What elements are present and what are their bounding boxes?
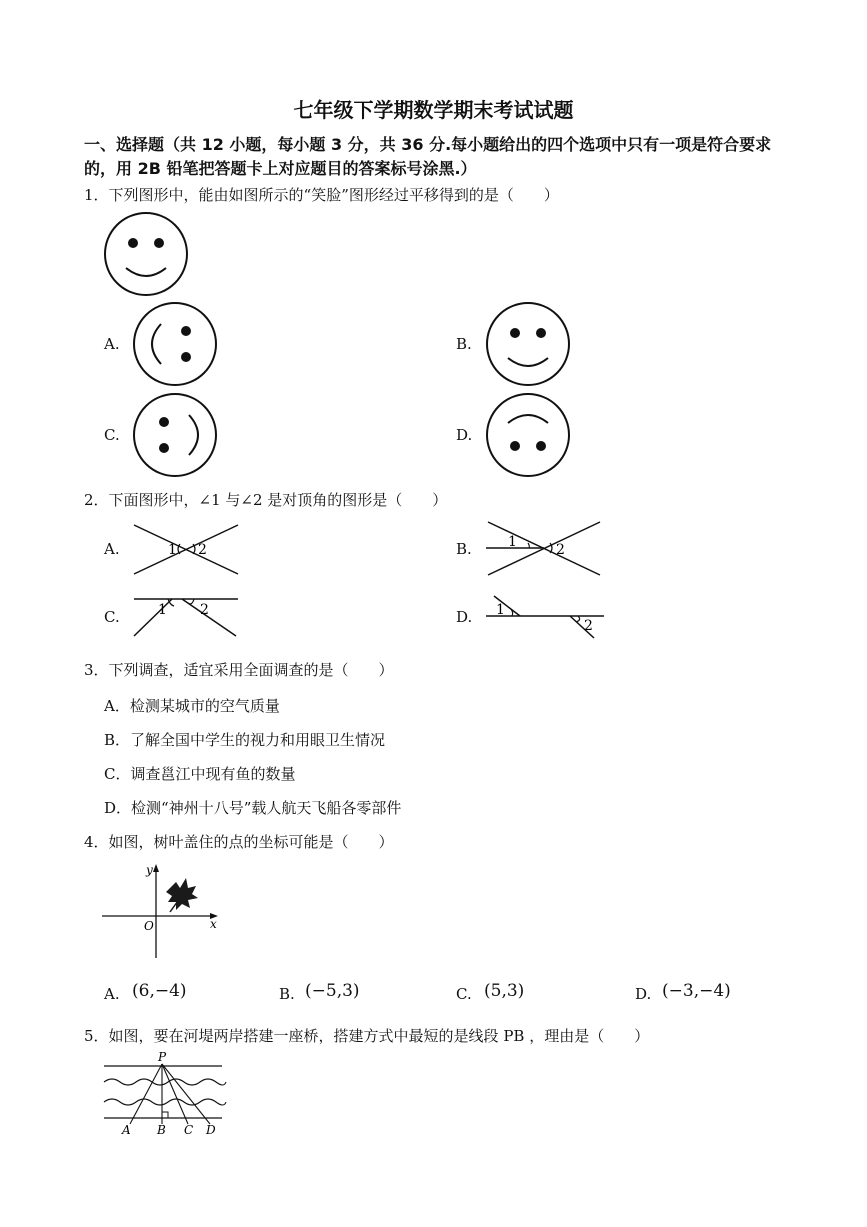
q1-option-c-label[interactable]: C. [104,426,120,444]
question-3-stem: 3．下列调查，适宜采用全面调查的是（ ） [84,661,394,679]
point-p-label: P [158,1050,167,1064]
q3-choice-a[interactable]: A．检测某城市的空气质量 [104,697,280,715]
q2-option-a-figure[interactable] [132,522,242,578]
q2a-angle-1: 1 [168,542,177,558]
q4-option-d-value[interactable]: (−3,−4) [662,981,731,1001]
point-d-label: D [206,1123,216,1137]
question-4-stem: 4．如图，树叶盖住的点的坐标可能是（ ） [84,833,394,851]
page-title: 七年级下学期数学期末考试试题 [293,98,574,122]
point-c-label: C [184,1123,194,1137]
point-a-label: A [122,1123,131,1137]
q2b-angle-1: 1 [508,534,517,550]
question-5-stem: 5．如图，要在河堤两岸搭建一座桥，搭建方式中最短的是线段 PB ，理由是（ ） [84,1027,650,1045]
q2c-angle-1: 1 [158,602,167,618]
q1-option-a-face[interactable] [133,302,219,388]
leaf-icon [166,878,198,912]
river-bridge-figure [100,1052,226,1138]
q1-option-a-label[interactable]: A. [104,335,120,353]
y-axis-label: y [146,863,153,877]
section-heading-line2: 的，用 2B 铅笔把答题卡上对应题目的答案标号涂黑.） [84,159,477,178]
q4-option-d-label[interactable]: D. [635,985,652,1003]
q1-option-d-face[interactable] [486,393,572,479]
q2-option-d-figure[interactable] [484,592,608,642]
q1-option-b-face[interactable] [486,302,572,388]
q2-option-a-label[interactable]: A. [104,540,120,558]
q2c-angle-2: 2 [200,602,209,618]
q4-option-b-value[interactable]: (−5,3) [305,981,360,1001]
origin-label: O [144,919,154,933]
q2-option-c-label[interactable]: C. [104,608,120,626]
q2b-angle-2: 2 [556,542,565,558]
smiley-face-reference [104,212,190,298]
q4-option-c-label[interactable]: C. [456,985,472,1003]
coordinate-plane-figure [100,862,224,962]
q1-option-d-label[interactable]: D. [456,426,473,444]
x-axis-label: x [210,917,217,931]
q2-option-c-figure[interactable] [132,594,242,640]
q4-option-c-value[interactable]: (5,3) [484,981,525,1001]
q2-option-b-label[interactable]: B. [456,540,472,558]
q1-option-c-face[interactable] [133,393,219,479]
q3-choice-b[interactable]: B．了解全国中学生的视力和用眼卫生情况 [104,731,386,749]
point-b-label: B [157,1123,166,1137]
question-1-stem: 1．下列图形中，能由如图所示的“笑脸”图形经过平移得到的是（ ） [84,186,559,204]
q2-option-b-figure[interactable] [484,518,604,578]
section-heading-line1: 一、选择题（共 12 小题，每小题 3 分，共 36 分.每小题给出的四个选项中只有一项是符合要求 [84,135,772,154]
question-2-stem: 2．下面图形中，∠1 与∠2 是对顶角的图形是（ ） [84,491,448,509]
q3-choice-c[interactable]: C．调查邕江中现有鱼的数量 [104,765,296,783]
q2d-angle-1: 1 [496,602,505,618]
q4-option-b-label[interactable]: B. [279,985,295,1003]
q4-option-a-value[interactable]: (6,−4) [132,981,187,1001]
q2a-angle-2: 2 [198,542,207,558]
q3-choice-d[interactable]: D．检测“神州十八号”载人航天飞船各零部件 [104,799,402,817]
q2d-angle-2: 2 [584,618,593,634]
q2-option-d-label[interactable]: D. [456,608,473,626]
q1-option-b-label[interactable]: B. [456,335,472,353]
q4-option-a-label[interactable]: A. [104,985,120,1003]
